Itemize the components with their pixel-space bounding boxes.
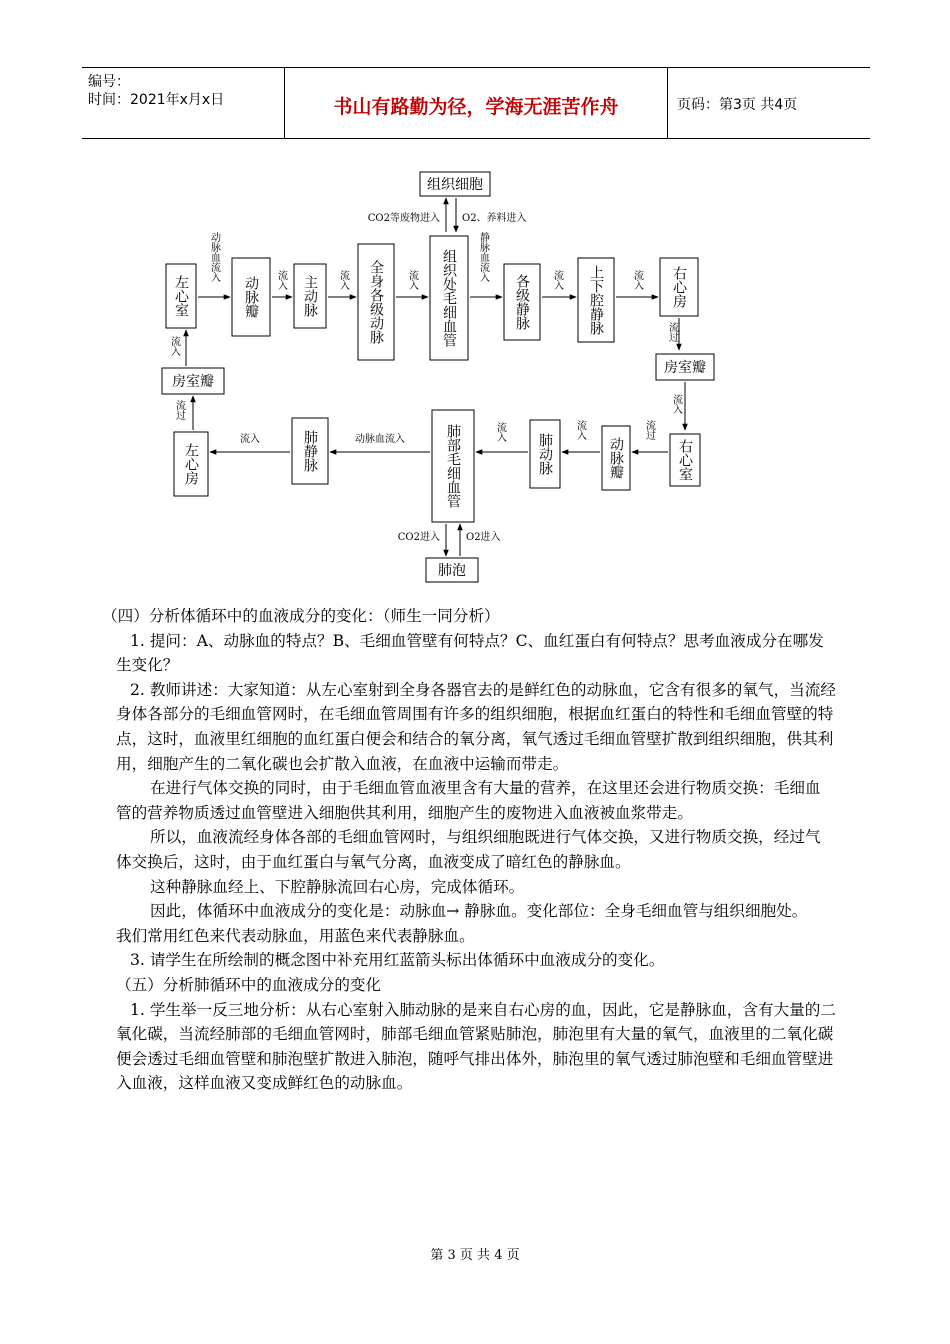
header-page-info: 页码：第3页 共4页 xyxy=(677,97,798,113)
flow-in-label: 流入 xyxy=(275,270,287,290)
page-footer xyxy=(0,1244,950,1263)
paragraph-5: 这种静脉血经上、下腔静脉流回右心房，完成体循环。 xyxy=(150,877,525,896)
tissue-cells-label: 组织细胞 xyxy=(427,177,483,193)
body-arteries-label: 全身各级动脉 xyxy=(368,260,384,344)
paragraph-q1: 1. 提问：A、动脉血的特点？B、毛细血管壁有何特点？C、血红蛋白有何特点？思考血液成分在哪发生变化？ xyxy=(116,631,824,675)
flow-in-label: 流入 xyxy=(406,270,418,290)
flow-through-label: 流过 xyxy=(666,322,678,342)
paragraph-4: 所以，血液流经身体各部的毛细血管网时，与组织细胞既进行气体交换，又进行物质交换，经过气体交换后，这时，由于血红蛋白与氧气分离，血液变成了暗红色的静脉血。 xyxy=(116,828,821,871)
paragraph-7: 我们常用红色来代表动脉血，用蓝色来代表静脉血。 xyxy=(116,926,475,945)
flow-in-label: 流入 xyxy=(670,394,682,414)
paragraph-q2: 2. 教师讲述：大家知道：从左心室射到全身各器官去的是鲜红色的动脉血，它含有很多的氧气，当流经身体各部分的毛细血管网时，在毛细血管周围有许多的组织细胞，根据血红蛋白的特性和毛细血管壁的特点，这时，血液里红细胞的血红蛋白便会和结合的氧分离，氧气透过毛细血管壁扩散到组织细胞，供其利用，细胞产生的二氧化碳也会扩散入血液，在血液中运输而带走。 xyxy=(116,680,836,773)
page-footer-text: 第 3 页 共 4 页 xyxy=(430,1248,520,1263)
pulmonary-vein-label: 肺静脉 xyxy=(302,430,318,472)
circulation-diagram xyxy=(0,0,950,600)
flow-through-label: 流过 xyxy=(173,400,185,420)
tissue-capillaries-label: 组织处毛细血管 xyxy=(441,249,457,347)
paragraph-q4: 1. 学生举一反三地分析：从右心室射入肺动脉的是来自右心房的血，因此，它是静脉血，含有大量的二氧化碳，当流经肺部的毛细血管网时，肺部毛细血管紧贴肺泡，肺泡里有大量的氧气，血液里的二氧化碳便会透过毛细血管壁和肺泡壁扩散进入肺泡，随呼气排出体外，肺泡里的氧气透过肺泡壁和毛细血管壁进入血液，这样血液又变成鲜红色的动脉血。 xyxy=(116,1000,836,1093)
lung-capillaries-label: 肺部毛细血管 xyxy=(445,424,461,508)
flow-in-label: 流入 xyxy=(574,420,586,440)
body-veins-label: 各级静脉 xyxy=(514,274,530,330)
flow-in-label: 流入 xyxy=(551,270,563,290)
paragraph-6: 因此，体循环中血液成分的变化是：动脉血→ 静脉血。变化部位：全身毛细血管与组织细胞处。 xyxy=(150,902,808,921)
section-4-title: （四）分析体循环中的血液成分的变化：（师生一同分析） xyxy=(102,607,500,625)
av-valve-left-label: 房室瓣 xyxy=(172,374,214,390)
header-motto: 书山有路勤为径，学海无涯苦作舟 xyxy=(333,96,619,118)
arterial-blood-in-label: 动脉血流入 xyxy=(355,434,405,445)
flow-in-label: 流入 xyxy=(168,336,180,356)
paragraph-q3: 3. 请学生在所绘制的概念图中补充用红蓝箭头标出体循环中血液成分的变化。 xyxy=(130,951,665,970)
aorta-label: 主动脉 xyxy=(302,275,318,317)
o2-nutrients-label: O2、养料进入 xyxy=(462,213,527,224)
left-atrium-label: 左心房 xyxy=(183,443,199,485)
aortic-valve-label: 动脉瓣 xyxy=(243,276,259,318)
flow-through-label: 流过 xyxy=(643,420,655,440)
alveoli-label: 肺泡 xyxy=(438,563,466,579)
header-number: 编号： xyxy=(88,74,130,90)
flow-in-label: 流入 xyxy=(337,270,349,290)
right-ventricle-label: 右心室 xyxy=(677,439,693,481)
section-5-title: （五）分析肺循环中的血液成分的变化 xyxy=(116,975,382,994)
vena-cava-label: 上下腔静脉 xyxy=(588,265,604,335)
right-atrium-label: 右心房 xyxy=(671,266,687,308)
venous-blood-in-label: 静脉血流入 xyxy=(477,232,489,282)
o2-in-label: O2进入 xyxy=(466,532,501,543)
pulmonary-valve-label: 动脉瓣 xyxy=(608,437,624,479)
pulmonary-artery-label: 肺动脉 xyxy=(537,433,553,475)
flow-in-label: 流入 xyxy=(494,422,506,442)
arterial-blood-in-label: 动脉血流入 xyxy=(208,232,220,282)
lesson-text xyxy=(102,604,836,1096)
av-valve-right-label: 房室瓣 xyxy=(664,360,706,376)
left-ventricle-label: 左心室 xyxy=(173,275,189,317)
co2-in-label: CO2进入 xyxy=(397,532,440,543)
paragraph-3: 在进行气体交换的同时，由于毛细血管血液里含有大量的营养，在这里还会进行物质交换：毛细血管的营养物质透过血管壁进入细胞供其利用，细胞产生的废物进入血液被血浆带走。 xyxy=(116,779,821,822)
flow-in-label: 流入 xyxy=(631,270,643,290)
flow-in-label: 流入 xyxy=(240,434,260,445)
co2-waste-label: CO2等废物进入 xyxy=(367,213,440,224)
header-date: 时间：2021年x月x日 xyxy=(88,92,225,108)
